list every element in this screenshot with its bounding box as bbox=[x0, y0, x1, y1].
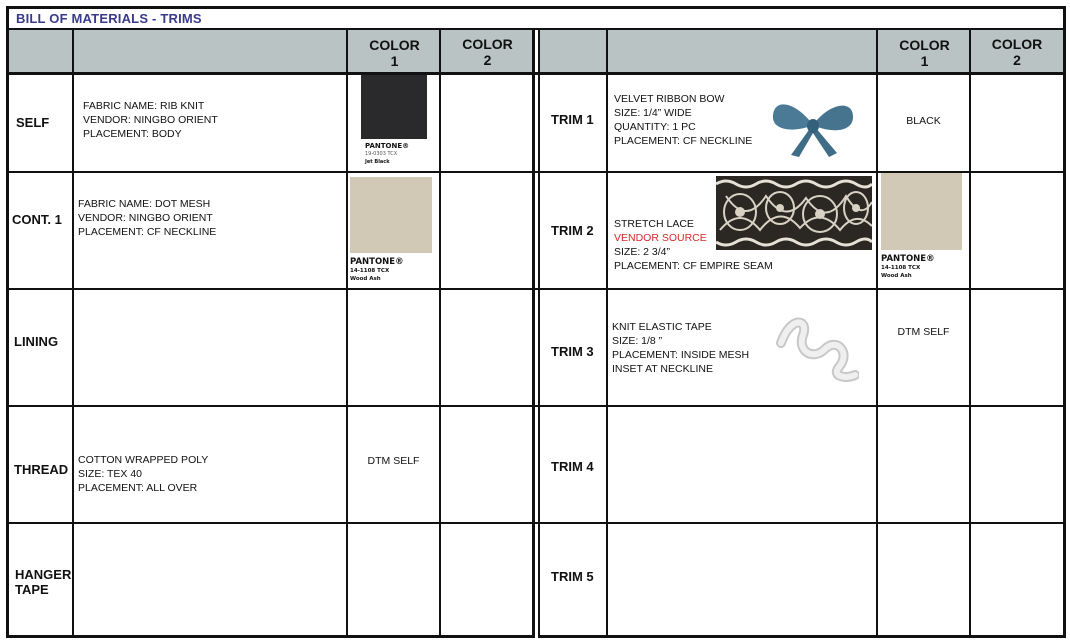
row-label-trim3: TRIM 3 bbox=[551, 344, 594, 359]
trim1-description bbox=[614, 92, 752, 148]
trim3-color1-value: DTM SELF bbox=[897, 326, 950, 338]
grid-line bbox=[72, 30, 74, 638]
header-color2-right bbox=[971, 30, 1063, 72]
swatch-name: Jet Black bbox=[365, 159, 390, 165]
pantone-swatch-wood-ash bbox=[881, 173, 965, 283]
title-bar bbox=[9, 9, 1063, 30]
trim2-name: STRETCH LACE bbox=[614, 218, 694, 230]
thread-color1-value: DTM SELF bbox=[367, 455, 420, 467]
header-color2-label: COLOR 2 bbox=[991, 36, 1043, 68]
row-label-cont1: CONT. 1 bbox=[12, 212, 62, 227]
trim3-placement: PLACEMENT: INSIDE MESH bbox=[612, 349, 750, 361]
bom-sheet bbox=[6, 6, 1066, 638]
cont1-vendor: VENDOR: NINGBO ORIENT bbox=[78, 212, 213, 224]
trim1-color1-value: BLACK bbox=[906, 115, 941, 127]
swatch-code: 14-1108 TCX bbox=[350, 268, 390, 274]
trim2-size: SIZE: 2 3/4” bbox=[614, 246, 671, 258]
self-description bbox=[83, 99, 218, 141]
trim3-description bbox=[612, 320, 749, 376]
swatch-brand: PANTONE® bbox=[350, 257, 404, 267]
row-label-thread: THREAD bbox=[14, 462, 69, 477]
row-label-self: SELF bbox=[16, 115, 50, 130]
thread-description bbox=[78, 453, 208, 495]
swatch-chip bbox=[350, 177, 432, 253]
trim3-placement-detail: INSET AT NECKLINE bbox=[612, 363, 713, 375]
thread-placement: PLACEMENT: ALL OVER bbox=[78, 482, 198, 494]
swatch-chip bbox=[881, 173, 962, 250]
trim1-placement: PLACEMENT: CF NECKLINE bbox=[614, 135, 753, 147]
trim3-size: SIZE: 1/8 ” bbox=[612, 335, 663, 347]
grid-line bbox=[538, 30, 540, 638]
header-color2-label: COLOR 2 bbox=[462, 36, 513, 68]
grid-line bbox=[439, 30, 441, 638]
trim1-name: VELVET RIBBON BOW bbox=[614, 93, 725, 105]
header-color1-left bbox=[348, 30, 441, 72]
row-label-trim2: TRIM 2 bbox=[551, 223, 594, 238]
row-label-hanger-tape: HANGER TAPE bbox=[15, 567, 72, 597]
grid-line bbox=[9, 72, 1063, 75]
header-color2-left bbox=[441, 30, 534, 72]
velvet-bow-image bbox=[767, 95, 859, 159]
grid-line bbox=[9, 522, 1063, 524]
trim2-vendor-source: VENDOR SOURCE bbox=[614, 232, 707, 244]
trim2-placement: PLACEMENT: CF EMPIRE SEAM bbox=[614, 260, 773, 272]
trim2-description bbox=[614, 217, 773, 273]
trim3-name: KNIT ELASTIC TAPE bbox=[612, 321, 712, 333]
swatch-name: Wood Ash bbox=[881, 273, 912, 279]
cont1-fabric-name: FABRIC NAME: DOT MESH bbox=[78, 198, 211, 210]
bow-loop-right bbox=[813, 106, 853, 131]
pantone-swatch-wood-ash bbox=[350, 177, 434, 287]
swatch-code: 19-0303 TCX bbox=[365, 151, 398, 157]
self-vendor: VENDOR: NINGBO ORIENT bbox=[83, 114, 218, 126]
swatch-brand: PANTONE® bbox=[881, 254, 935, 264]
header-color1-label: COLOR 1 bbox=[899, 37, 950, 69]
bow-loop-left bbox=[773, 104, 813, 129]
grid-line bbox=[346, 30, 348, 638]
grid-line bbox=[9, 288, 1063, 290]
header-color1-right bbox=[878, 30, 971, 72]
row-label-trim5: TRIM 5 bbox=[551, 569, 594, 584]
row-label-lining: LINING bbox=[14, 334, 59, 349]
self-placement: PLACEMENT: BODY bbox=[83, 128, 182, 140]
row-label-trim4: TRIM 4 bbox=[551, 459, 594, 474]
trim1-size: SIZE: 1/4” WIDE bbox=[614, 107, 692, 119]
grid-line bbox=[9, 405, 1063, 407]
swatch-name: Wood Ash bbox=[350, 276, 381, 282]
page-title: BILL OF MATERIALS - TRIMS bbox=[16, 11, 202, 26]
grid-line bbox=[606, 30, 608, 638]
elastic-tape-image bbox=[767, 313, 859, 383]
thread-size: SIZE: TEX 40 bbox=[78, 468, 142, 480]
cont1-description bbox=[78, 197, 216, 239]
row-label-trim1: TRIM 1 bbox=[551, 112, 594, 127]
thread-name: COTTON WRAPPED POLY bbox=[78, 454, 209, 466]
header-color1-label: COLOR 1 bbox=[369, 37, 420, 69]
swatch-brand: PANTONE® bbox=[365, 142, 410, 150]
bow-knot bbox=[807, 119, 819, 133]
swatch-code: 14-1108 TCX bbox=[881, 265, 921, 271]
grid-line bbox=[969, 30, 971, 638]
self-fabric-name: FABRIC NAME: RIB KNIT bbox=[83, 100, 205, 112]
cont1-placement: PLACEMENT: CF NECKLINE bbox=[78, 226, 217, 238]
pantone-swatch-jet-black bbox=[361, 75, 429, 168]
trim1-quantity: QUANTITY: 1 PC bbox=[614, 121, 696, 133]
swatch-chip bbox=[361, 75, 427, 139]
